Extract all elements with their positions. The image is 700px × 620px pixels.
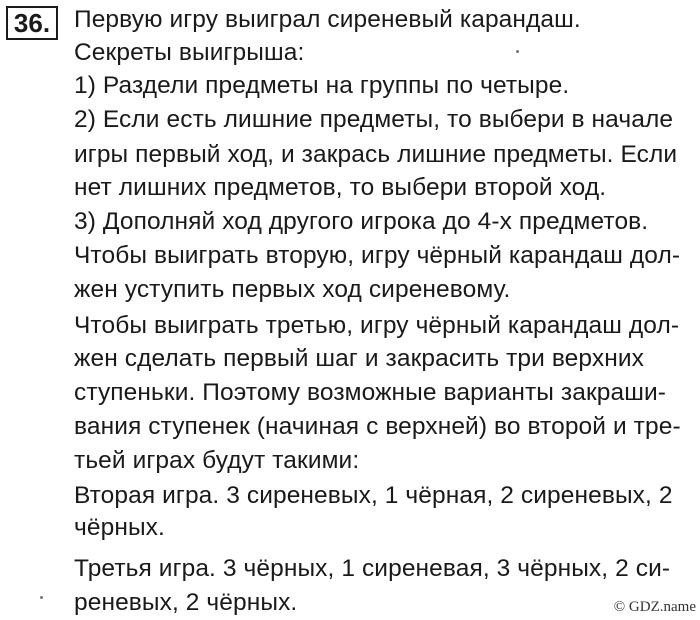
text-line-1: Первую игру выиграл сиреневый карандаш. — [74, 6, 581, 33]
watermark: © GDZ.name — [613, 599, 696, 615]
text-line-5: игры первый ход, и закрась лишние предметы. Если — [74, 141, 678, 168]
problem-number: 36. — [6, 6, 58, 40]
text-line-4: 2) Если есть лишние предметы, то выбери в начале — [74, 106, 674, 133]
text-line-13: вания ступенек (начиная с верхней) во второй и тре- — [74, 413, 681, 440]
text-line-2: Секреты выигрыша: — [74, 39, 305, 66]
text-line-18: реневых, 2 чёрных. — [74, 589, 298, 616]
scan-speck — [40, 596, 43, 599]
text-line-15: Вторая игра. 3 сиреневых, 1 чёрная, 2 сиреневых, 2 — [74, 482, 673, 509]
text-line-11: жен сделать первый шаг и закрасить три верхних — [74, 345, 644, 372]
text-line-6: нет лишних предметов, то выбери второй ход. — [74, 174, 607, 201]
text-line-9: жен уступить первых ход сиреневому. — [74, 276, 511, 303]
scan-speck — [516, 50, 519, 53]
text-line-3: 1) Раздели предметы на группы по четыре. — [74, 72, 570, 99]
text-line-8: Чтобы выиграть вторую, игру чёрный карандаш дол- — [74, 242, 681, 269]
text-line-14: тьей играх будут такими: — [74, 447, 360, 474]
text-line-12: ступеньки. Поэтому возможные варианты закраши- — [74, 379, 667, 406]
text-line-10: Чтобы выиграть третью, игру чёрный карандаш дол- — [74, 312, 680, 339]
text-line-7: 3) Дополняй ход другого игрока до 4-х предметов. — [74, 208, 649, 235]
text-line-17: Третья игра. 3 чёрных, 1 сиреневая, 3 чёрных, 2 си- — [74, 555, 671, 582]
text-line-16: чёрных. — [74, 514, 165, 541]
